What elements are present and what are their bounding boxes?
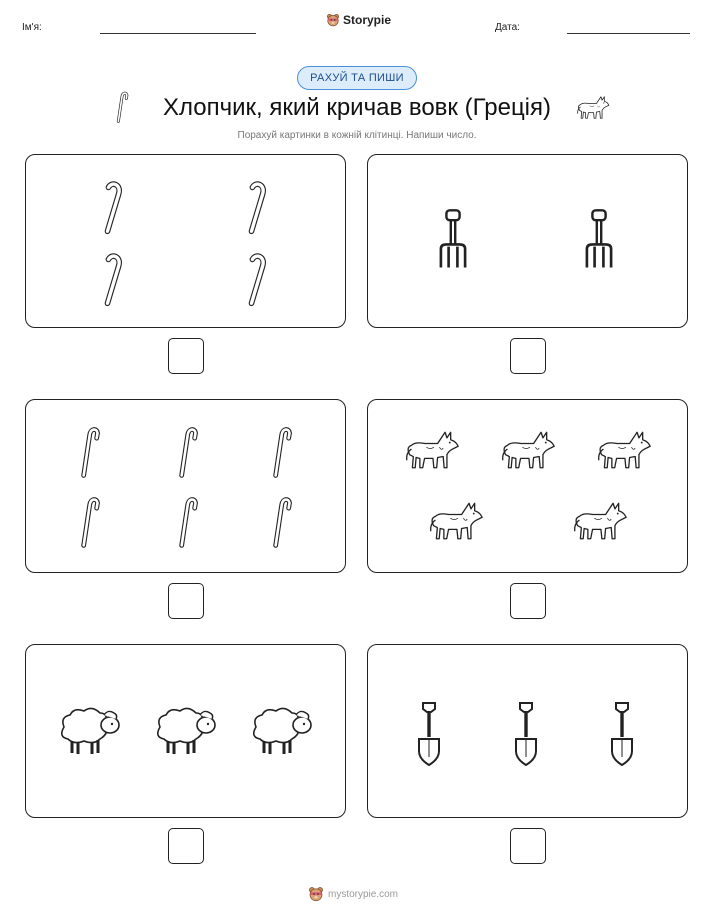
count-panel-crooks (25, 399, 346, 573)
count-panel-pitchforks (367, 154, 688, 328)
wolf-title-icon (576, 93, 610, 122)
answer-box[interactable] (510, 583, 546, 619)
answer-box[interactable] (510, 338, 546, 374)
name-label: Ім'я: (22, 22, 42, 33)
sheep-icon (54, 701, 124, 761)
wolf-icon (404, 425, 460, 475)
candy-cane-icon (238, 251, 278, 307)
sheep-icon (150, 701, 220, 761)
pitchfork-icon (582, 207, 616, 273)
candy-cane-icon (238, 179, 278, 235)
wolf-icon (500, 425, 556, 475)
date-label: Дата: (495, 22, 520, 33)
bear-footer-icon (308, 886, 324, 902)
shovel-icon (511, 699, 541, 769)
shovel-icon (607, 699, 637, 769)
pitchfork-icon (436, 207, 470, 273)
shovel-icon (414, 699, 444, 769)
footer-url[interactable]: mystorypie.com (328, 888, 399, 900)
shepherd-crook-icon (172, 496, 200, 548)
answer-box[interactable] (168, 828, 204, 864)
storypie-logo (326, 13, 391, 27)
shepherd-crook-icon (266, 496, 294, 548)
sheep-icon (246, 701, 316, 761)
answer-box[interactable] (168, 338, 204, 374)
answer-box[interactable] (168, 583, 204, 619)
bear-logo-icon (326, 13, 340, 27)
wolf-icon (572, 496, 628, 546)
wolf-icon (596, 425, 652, 475)
candy-cane-icon (94, 179, 134, 235)
footer (308, 886, 398, 902)
brand-name: Storypie (343, 13, 392, 27)
activity-badge: РАХУЙ ТА ПИШИ (297, 66, 417, 90)
candy-cane-icon (94, 251, 134, 307)
shepherd-crook-icon (74, 496, 102, 548)
count-panel-shovels (367, 644, 688, 818)
shepherd-crook-icon (172, 426, 200, 478)
instructions: Порахуй картинки в кожній клітинці. Напиши число. (237, 130, 477, 141)
shepherd-crook-icon (266, 426, 294, 478)
count-panel-wolves (367, 399, 688, 573)
wolf-icon (428, 496, 484, 546)
shepherd-crook-icon (74, 426, 102, 478)
count-panel-sheep (25, 644, 346, 818)
page-title: Хлопчик, який кричав вовк (Греція) (162, 94, 552, 121)
name-line[interactable] (100, 33, 256, 34)
date-line[interactable] (567, 33, 690, 34)
count-panel-candy-canes (25, 154, 346, 328)
answer-box[interactable] (510, 828, 546, 864)
